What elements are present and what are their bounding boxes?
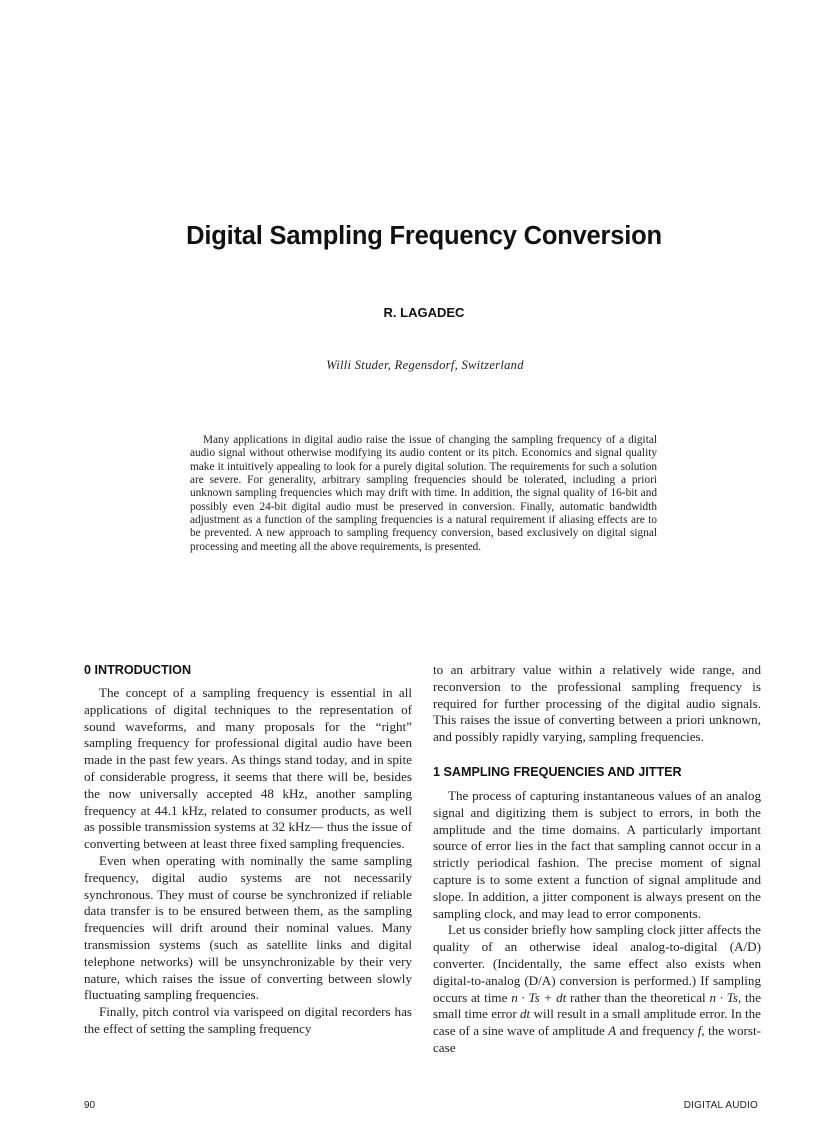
page-number: 90 bbox=[84, 1100, 96, 1111]
author-affiliation: Willi Studer, Regensdorf, Switzerland bbox=[326, 358, 524, 372]
jitter-paragraph-1: The process of capturing instantaneous values of an analog signal and digitizing them is subject to errors, in both the amplitude and the time domains. A particularly important source of error lies in the fact that sampling cannot occur in a strictly periodical fashion. The precise moment of signal capture is to some extent a function of signal amplitude and slope. In addition, a jitter component is always present on the sampling clock, and may lead to error components. bbox=[433, 787, 761, 921]
intro-paragraph-3-continued: to an arbitrary value within a relatively wide range, and reconversion to the professional sampling frequency is required for further processing of the digital audio signals. This raises the issue of converting between a priori unknown, and possibly rapidly varying, sampling frequencies. bbox=[433, 662, 761, 745]
intro-paragraph-1: The concept of a sampling frequency is essential in all applications of digital techniques to the representation of sound waveforms, and many proposals for the “right” sampling frequency for professional digital audio have been made in the past few years. As things stand today, and in spite of considerable progress, it seems that there will be, besides the now universally accepted 48 kHz, another sampling frequency at 44.1 kHz, related to consumer products, as well as possible transmission systems at 32 kHz— thus the issue of converting between at least three fixed sampling frequencies. bbox=[84, 685, 412, 852]
section-heading-introduction: 0 INTRODUCTION bbox=[84, 663, 192, 677]
paper-title: Digital Sampling Frequency Conversion bbox=[186, 222, 662, 250]
jitter-paragraph-2: Let us consider briefly how sampling clock jitter affects the quality of an otherwise ideal analog-to-digital (A/D) converter. (Incidentally, the same effect also exists when digital-to-analog (D/A) conversion is performed.) If sampling occurs at time n · Ts + dt rather than the theoretical n · Ts, the small time error dt will result in a small amplitude error. In the case of a sine wave of amplitude A and frequency f, the worst-case bbox=[433, 922, 762, 1055]
intro-paragraph-2: Even when operating with nominally the same sampling frequency, digital audio systems are not necessarily synchronous. They must of course be synchronized if reliable data transfer is to be ensured between them, as the sampling frequencies will drift around their nominal values. Many transmission systems (such as satellite links and digital telephone networks) will be unsynchronizable by their very nature, which raises the issue of converting between slowly fluctuating sampling frequencies. bbox=[84, 852, 412, 1003]
author-name: R. LAGADEC bbox=[383, 305, 465, 320]
section-heading-sampling-jitter: 1 SAMPLING FREQUENCIES AND JITTER bbox=[433, 764, 682, 779]
left-column bbox=[84, 662, 412, 1038]
right-column bbox=[433, 662, 761, 1057]
intro-paragraph-3: Finally, pitch control via varispeed on digital recorders has the effect of setting the sampling frequency bbox=[84, 1004, 412, 1036]
journal-name: DIGITAL AUDIO bbox=[683, 1100, 758, 1111]
abstract: Many applications in digital audio raise the issue of changing the sampling frequency of a digital audio signal without otherwise modifying its audio content or its pitch. Economics and signal quality make it intuitively appealing to look for a purely digital solution. The requirements for such a solution are severe. For generality, arbitrary sampling frequencies should be tolerated, including a priori unknown sampling frequencies which may drift with time. In addition, the signal quality of 16-bit and possibly even 24-bit digital audio must be preserved in conversion. Finally, automatic bandwidth adjustment as a function of the sampling frequencies is a natural requirement if aliasing effects are to be prevented. A new approach to sampling frequency conversion, based exclusively on digital signal processing and meeting all the above requirements, is presented. bbox=[190, 434, 657, 553]
